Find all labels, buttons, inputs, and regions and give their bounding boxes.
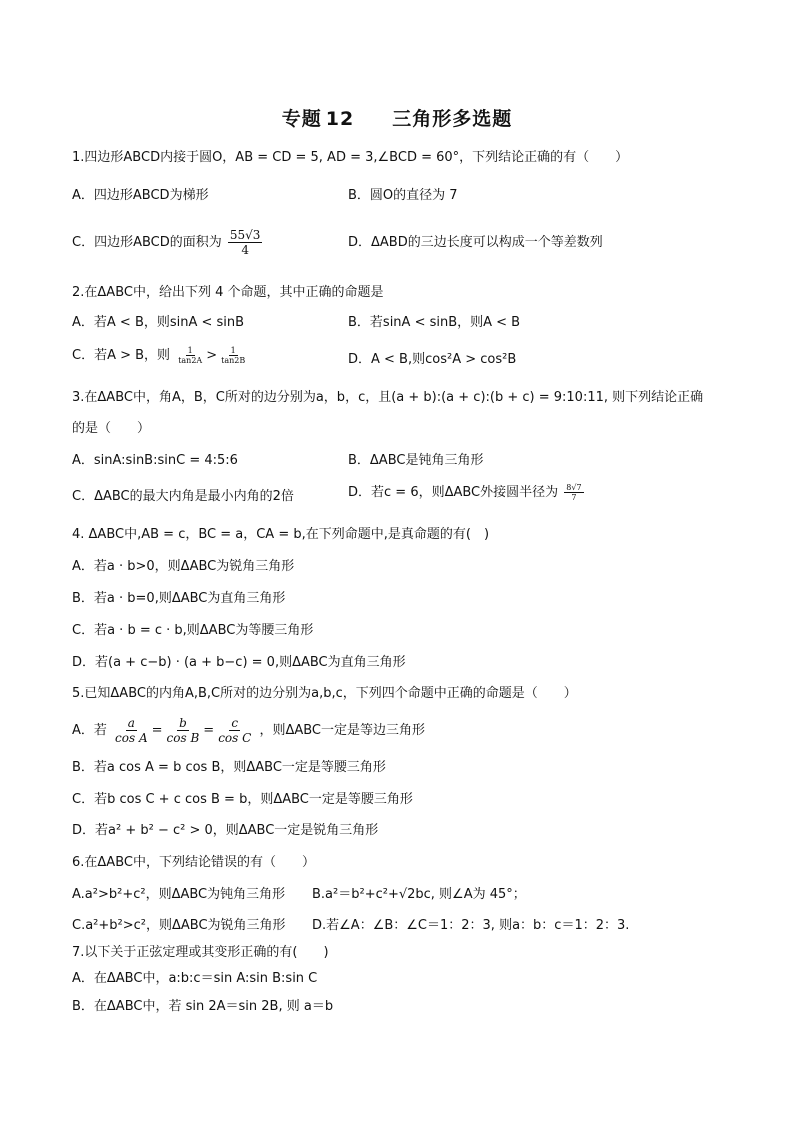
q5-fraction-c: $\frac{c}{\text{cos C}}$ xyxy=(218,716,252,745)
q5-fraction-b: $\frac{b}{\text{cos B}}$ xyxy=(166,716,200,745)
q2-stem: 2.在ΔABC中，给出下列 4 个命题，其中正确的命题是 xyxy=(72,285,384,300)
q1-option-d: D．ΔABD的三边长度可以构成一个等差数列 xyxy=(348,235,603,250)
q7-option-a: A．在ΔABC中，a:b:c＝sin A:sin B:sin C xyxy=(72,971,318,986)
q7-stem: 7.以下关于正弦定理或其变形正确的有( ) xyxy=(72,945,329,960)
q5-stem: 5.已知ΔABC的内角A,B,C所对的边分别为a,b,c，下列四个命题中正确的命题是（ ） xyxy=(72,686,577,701)
q6-option-c: C.a²+b²>c²，则ΔABC为锐角三角形 xyxy=(72,918,286,933)
q2-option-b: B．若sinA < sinB，则A < B xyxy=(348,315,521,330)
q5-option-b: B．若a cos A = b cos B，则ΔABC一定是等腰三角形 xyxy=(72,760,386,775)
title-prefix: 专题 xyxy=(281,108,322,130)
title-number: 12 xyxy=(325,108,355,130)
q6-option-a: A.a²>b²+c²，则ΔABC为钝角三角形 xyxy=(72,887,286,902)
q3-stem-line-1: 3.在ΔABC中，角A，B，C所对的边分别为a，b，c，且(a + b):(a + c):(b + c) = 9:10:11, 则下列结论正确 xyxy=(72,390,704,405)
q3-option-a: A．sinA:sinB:sinC = 4:5:6 xyxy=(72,453,238,468)
q3-option-d: D．若c = 6，则ΔABC外接圆半径为 $\frac{8√7}{7}$ xyxy=(348,483,582,502)
q7-option-b: B．在ΔABC中，若 sin 2A＝sin 2B, 则 a＝b xyxy=(72,999,334,1014)
q4-stem: 4. ΔABC中,AB = c，BC = a，CA = b,在下列命题中,是真命题的有( ) xyxy=(72,527,490,542)
q4-option-c: C．若a · b = c · b,则ΔABC为等腰三角形 xyxy=(72,623,314,638)
q1-option-c-text: C．四边形ABCD的面积为 xyxy=(72,235,222,250)
q3-stem-line-2: 的是（ ） xyxy=(72,421,151,436)
q6-stem: 6.在ΔABC中，下列结论错误的有（ ） xyxy=(72,855,315,870)
q1-option-a: A．四边形ABCD为梯形 xyxy=(72,188,209,203)
q2-option-c: C．若A > B，则 $\frac{1}{\tan 2A}$ > $\frac{1}{\tan 2B}$ xyxy=(72,346,246,365)
q6-option-d: D.若∠A：∠B：∠C＝1：2：3, 则a：b：c＝1：2：3. xyxy=(312,918,630,933)
q5-fraction-a: $\frac{a}{\text{cos A}}$ xyxy=(115,716,148,745)
q1-stem: 1.四边形ABCD内接于圆O，AB = CD = 5, AD = 3,∠BCD = 60°，下列结论正确的有（ ） xyxy=(72,150,629,165)
q4-option-d: D．若(a + c−b) · (a + b−c) = 0,则ΔABC为直角三角形 xyxy=(72,655,406,670)
q1-option-c-fraction: $\frac{55√3}{4}$ xyxy=(229,228,261,257)
q4-option-a: A．若a · b>0，则ΔABC为锐角三角形 xyxy=(72,559,295,574)
q2-option-c-fraction-1: $\frac{1}{\tan 2A}$ xyxy=(178,346,203,365)
q3-option-b: B．ΔABC是钝角三角形 xyxy=(348,453,484,468)
q6-option-b: B.a²＝b²+c²+√2bc, 则∠A为 45°； xyxy=(312,887,526,902)
q5-option-a: A．若 $\frac{a}{\text{cos A}}$ = $\frac{b}{\text{cos B}}$ = $\frac{c}{\text{cos C}}$ ，则ΔABC一定是等边三角形 xyxy=(72,716,426,745)
q1-option-c xyxy=(72,228,264,257)
page-title xyxy=(0,104,794,131)
title-text: 三角形多选题 xyxy=(392,108,513,130)
q4-option-b: B．若a · b=0,则ΔABC为直角三角形 xyxy=(72,591,286,606)
q3-option-c: C．ΔABC的最大内角是最小内角的2倍 xyxy=(72,489,294,504)
q2-option-a: A．若A < B，则sinA < sinB xyxy=(72,315,245,330)
q2-option-d: D．A < B,则cos²A > cos²B xyxy=(348,352,517,367)
q3-option-d-fraction: $\frac{8√7}{7}$ xyxy=(566,483,582,502)
q1-option-b: B．圆O的直径为 7 xyxy=(348,188,458,203)
q2-option-c-fraction-2: $\frac{1}{\tan 2B}$ xyxy=(221,346,246,365)
q5-option-c: C．若b cos C + c cos B = b，则ΔABC一定是等腰三角形 xyxy=(72,792,413,807)
q5-option-d: D．若a² + b² − c² > 0，则ΔABC一定是锐角三角形 xyxy=(72,823,379,838)
